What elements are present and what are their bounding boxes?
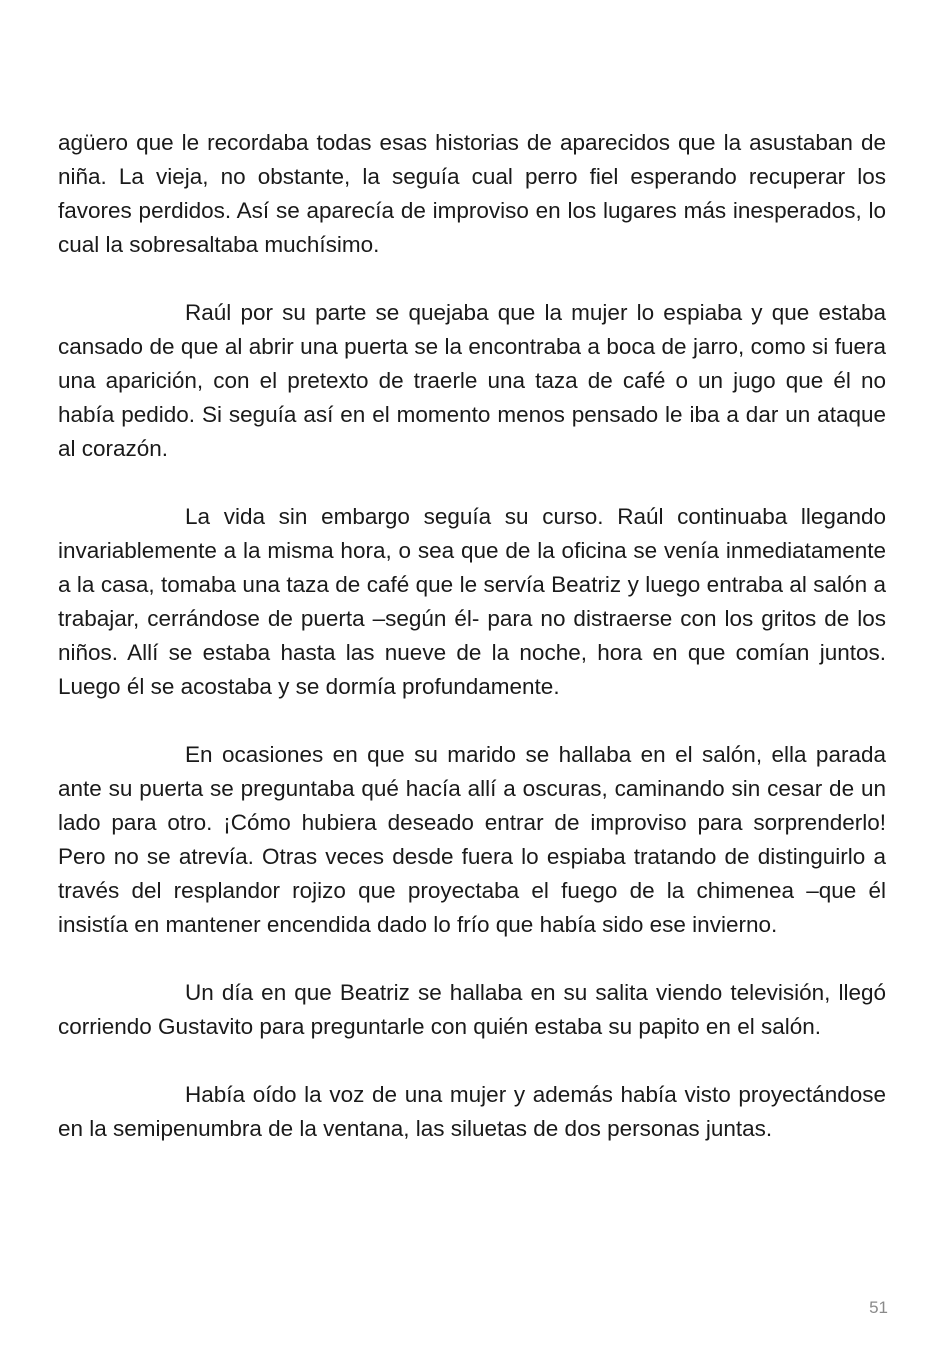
paragraph: En ocasiones en que su marido se hallaba en el salón, ella parada ante su puerta se preguntaba qué hacía allí a oscuras, caminando sin cesar de un lado para otro. ¡Cómo hubiera deseado entrar de improviso para sorprenderlo! Pero no se atrevía. Otras veces desde fuera lo espiaba tratando de distinguirlo a través del resplandor rojizo que proyectaba el fuego de la chimenea –que él insistía en mantener encendida dado lo frío que había sido ese invierno.: [58, 742, 886, 937]
body-text: [58, 126, 886, 1146]
paragraph: La vida sin embargo seguía su curso. Raúl continuaba llegando invariablemente a la misma hora, o sea que de la oficina se venía inmediatamente a la casa, tomaba una taza de café que le servía Beatriz y luego entraba al salón a trabajar, cerrándose de puerta –según él- para no distraerse con los gritos de los niños. Allí se estaba hasta las nueve de la noche, hora en que comían juntos. Luego él se acostaba y se dormía profundamente.: [58, 504, 886, 699]
paragraph: agüero que le recordaba todas esas historias de aparecidos que la asustaban de niña. La vieja, no obstante, la seguía cual perro fiel esperando recuperar los favores perdidos. Así se aparecía de improviso en los lugares más inesperados, lo cual la sobresaltaba muchísimo.: [58, 130, 886, 257]
paragraph: Había oído la voz de una mujer y además había visto proyectándose en la semipenumbra de la ventana, las siluetas de dos personas juntas.: [58, 1082, 886, 1141]
page-number: 51: [869, 1298, 888, 1317]
paragraph: Raúl por su parte se quejaba que la mujer lo espiaba y que estaba cansado de que al abrir una puerta se la encontraba a boca de jarro, como si fuera una aparición, con el pretexto de traerle una taza de café o un jugo que él no había pedido. Si seguía así en el momento menos pensado le iba a dar un ataque al corazón.: [58, 300, 886, 461]
paragraph: Un día en que Beatriz se hallaba en su salita viendo televisión, llegó corriendo Gustavito para preguntarle con quién estaba su papito en el salón.: [58, 980, 886, 1039]
